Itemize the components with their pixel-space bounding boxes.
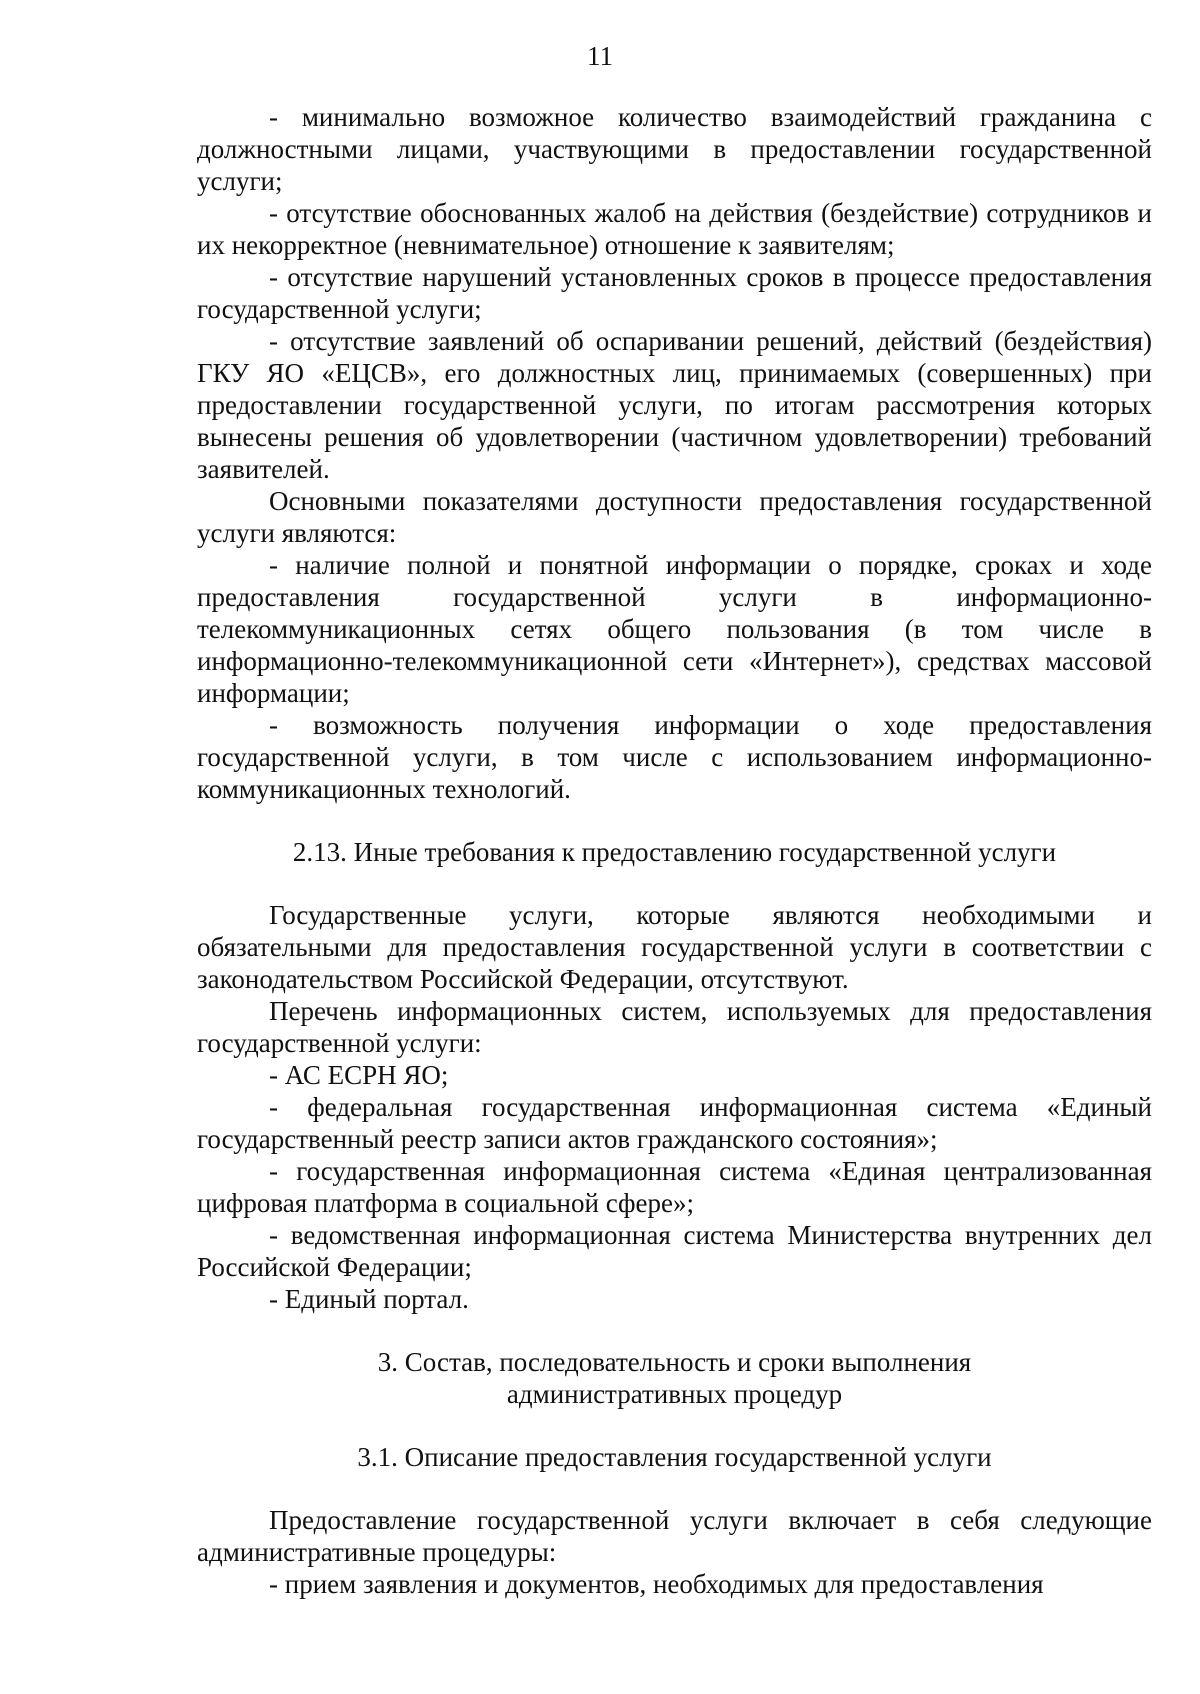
list-item: - ведомственная информационная система Министерства внутренних дел Российской Федерации; [197, 1220, 1152, 1282]
list-item: - АС ЕСРН ЯО; [269, 1060, 449, 1090]
section-heading-3-line2: административных процедур [506, 1379, 843, 1409]
paragraph: - возможность получения информации о ходе предоставления государственной услуги, в том числе с использованием информационно-коммуникационных технологий. [197, 710, 1152, 804]
list-item: - Единый портал. [269, 1284, 469, 1314]
paragraph: - наличие полной и понятной информации о порядке, сроках и ходе предоставления государственной услуги в информационно-телекоммуникационных сетях общего пользования (в том числе в информационно-телекоммуникационной сети «Интернет»), средствах массовой информации; [197, 550, 1152, 708]
paragraph: - отсутствие заявлений об оспаривании решений, действий (бездействия) ГКУ ЯО «ЕЦСВ», его должностных лиц, принимаемых (совершенных) при предоставлении государственной услуги, по итогам рассмотрения которых вынесены решения об удовлетворении (частичном удовлетворении) требований заявителей. [197, 326, 1152, 484]
paragraph: - отсутствие обоснованных жалоб на действия (бездействие) сотрудников и их некорректное (невнимательное) отношение к заявителям; [197, 198, 1152, 260]
paragraph: Предоставление государственной услуги включает в себя следующие административные процедуры: [197, 1505, 1152, 1567]
list-item: - государственная информационная система «Единая централизованная цифровая платформа в социальной сфере»; [197, 1156, 1152, 1218]
paragraph: Перечень информационных систем, используемых для предоставления государственной услуги: [197, 996, 1152, 1058]
section-heading-3-1: 3.1. Описание предоставления государственной услуги [357, 1442, 992, 1472]
paragraph: Основными показателями доступности предоставления государственной услуги являются: [197, 486, 1152, 548]
document-body [197, 101, 1152, 1600]
section-heading-3-line1: 3. Состав, последовательность и сроки выполнения [377, 1347, 972, 1377]
paragraph: - отсутствие нарушений установленных сроков в процессе предоставления государственной услуги; [197, 262, 1152, 324]
paragraph: - минимально возможное количество взаимодействий гражданина с должностными лицами, участвующими в предоставлении государственной услуги; [197, 102, 1152, 196]
paragraph: Государственные услуги, которые являются необходимыми и обязательными для предоставления государственной услуги в соответствии с законодательством Российской Федерации, отсутствуют. [197, 900, 1152, 994]
list-item: - федеральная государственная информационная система «Единый государственный реестр записи актов гражданского состояния»; [197, 1092, 1152, 1154]
page-number: 11 [587, 41, 613, 71]
section-heading-3 [197, 1346, 1152, 1410]
list-item: - прием заявления и документов, необходимых для предоставления [269, 1569, 1044, 1599]
section-heading-2-13: 2.13. Иные требования к предоставлению государственной услуги [292, 837, 1057, 867]
